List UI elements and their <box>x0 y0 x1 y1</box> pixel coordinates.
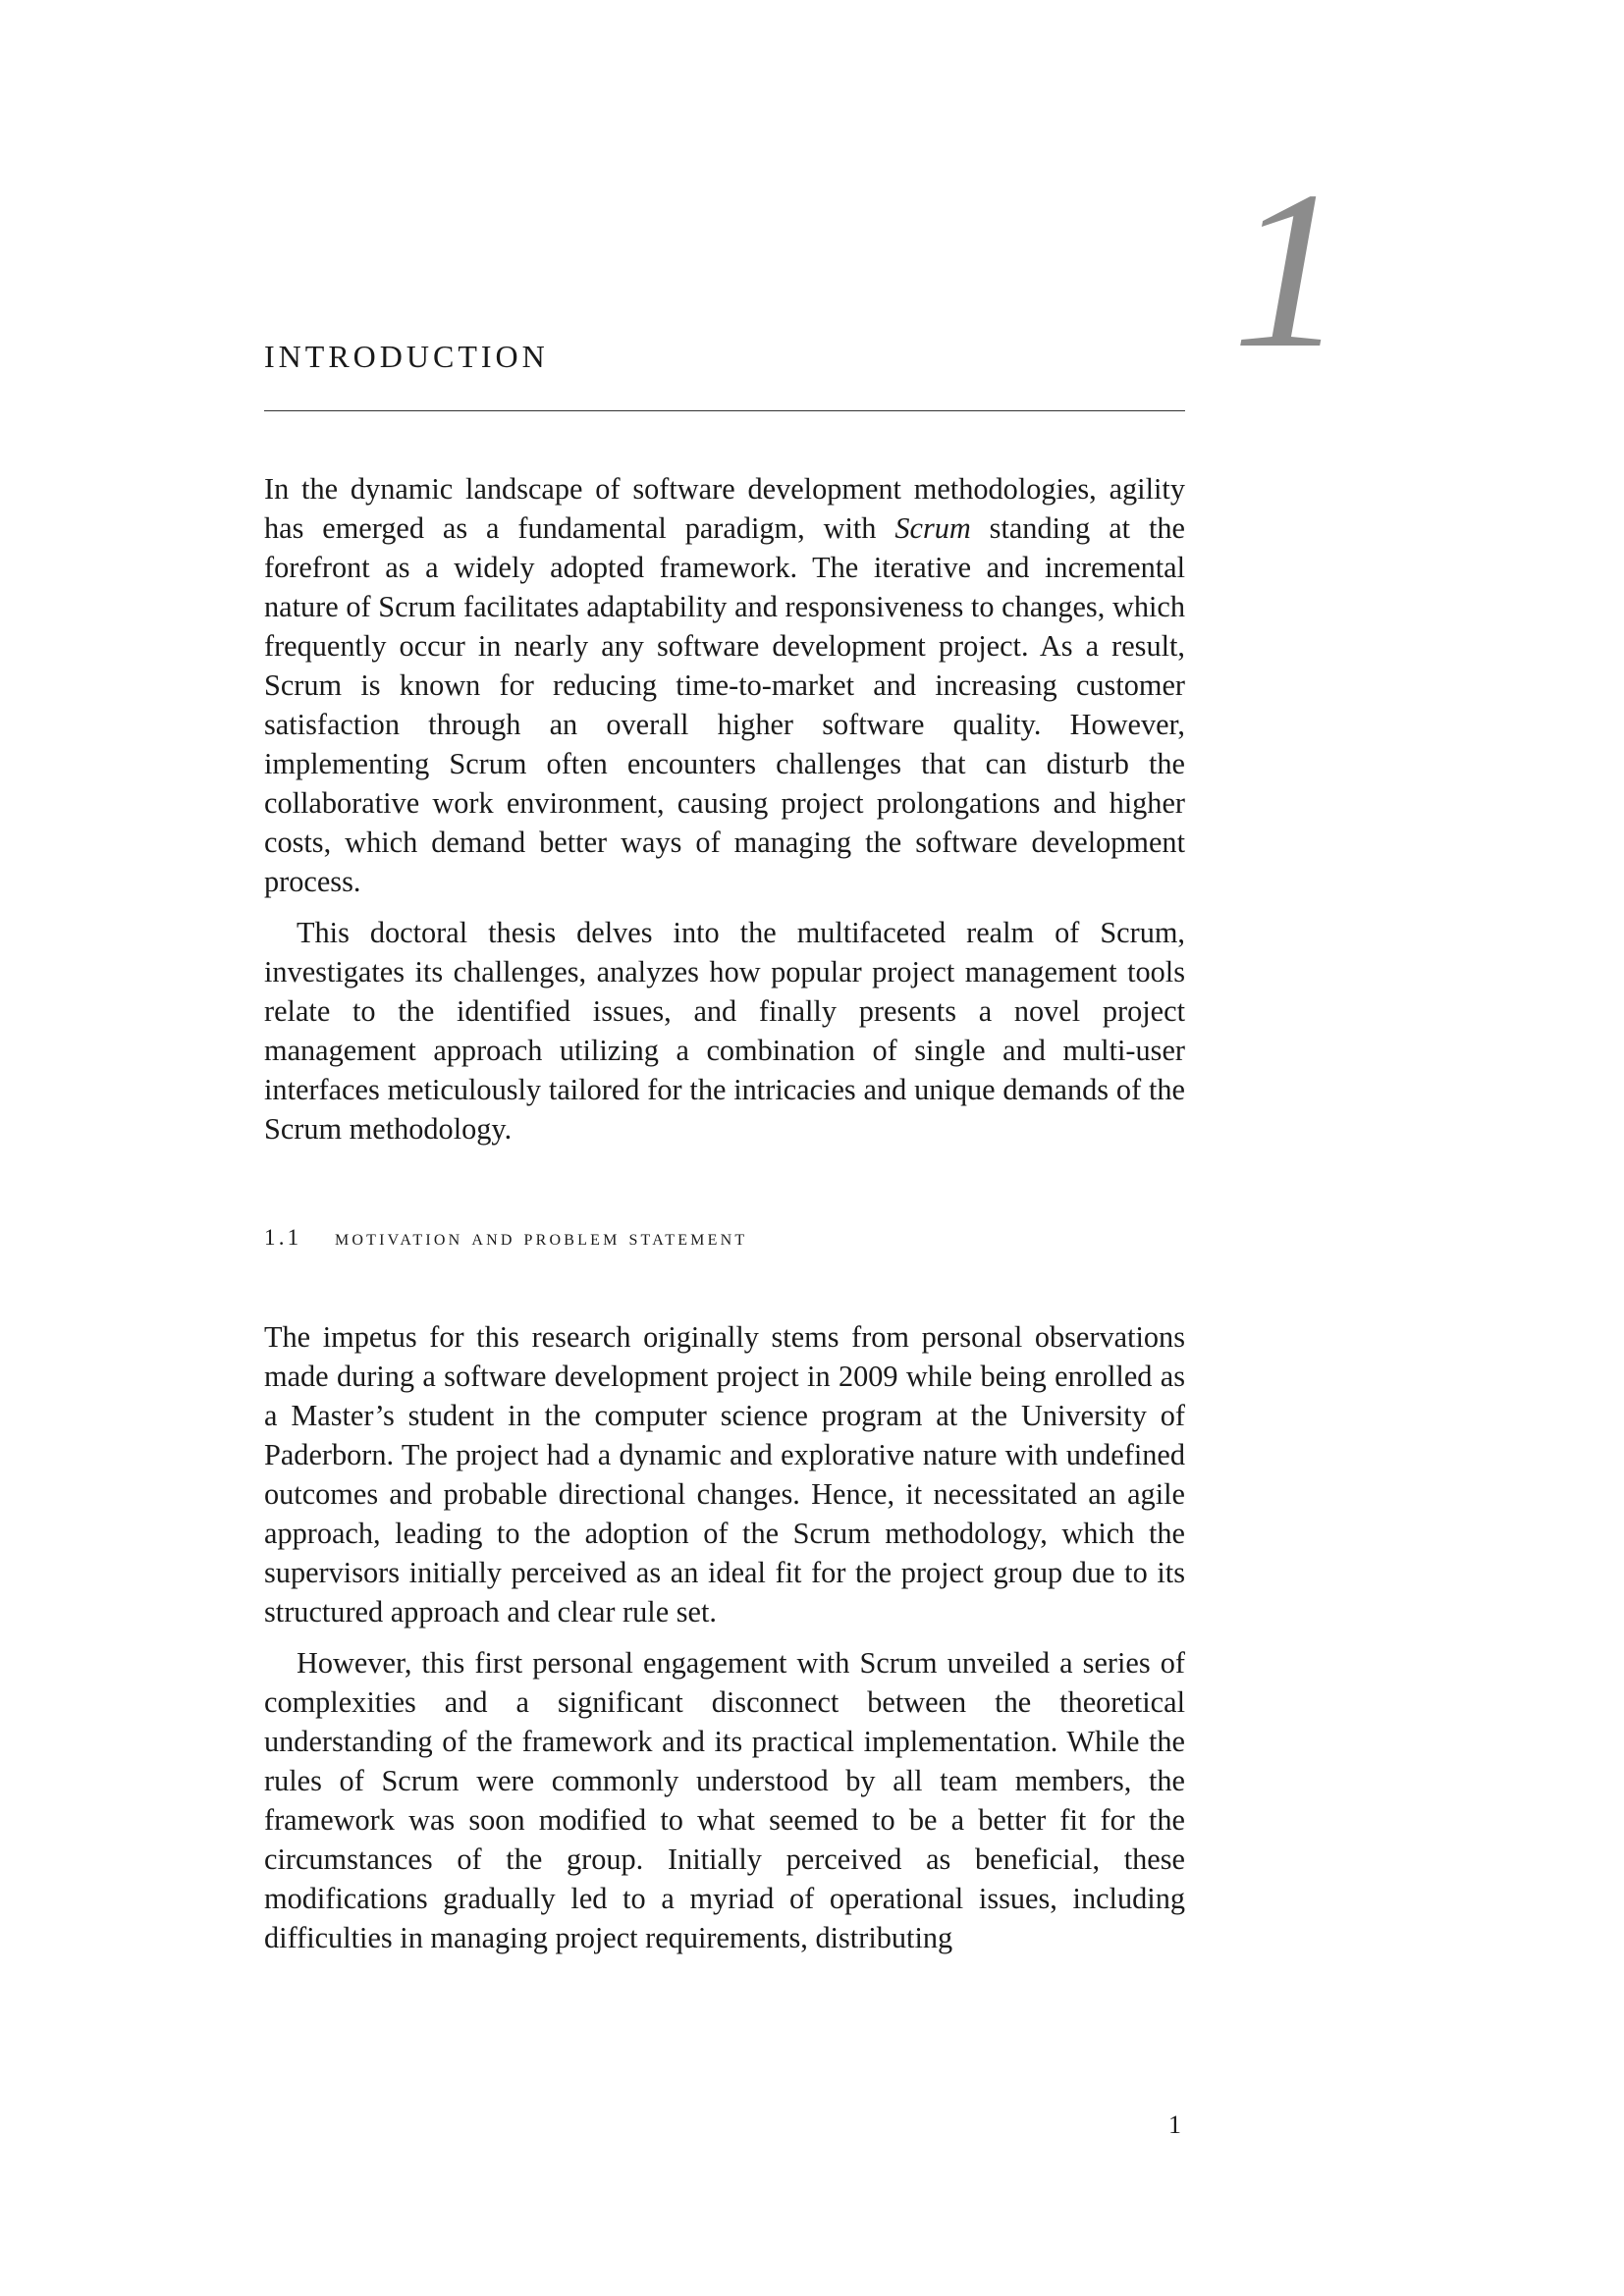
section-text-block <box>264 1317 1185 1957</box>
page-number: 1 <box>1168 2110 1181 2139</box>
chapter-number: 1 <box>1232 144 1345 395</box>
section-paragraph-2: However, this first personal engagement with Scrum unveiled a series of complexities and a significant disconnect between the theoretical understanding of the framework and its practical implementation. While the rules of Scrum were commonly understood by all team members, the framework was soon modified to what seemed to be a better fit for the circumstances of the group. Initially perceived as beneficial, these modifications gradually led to a myriad of operational issues, including difficulties in managing project requirements, distributing <box>264 1646 1185 1954</box>
chapter-title-rule <box>264 410 1185 411</box>
section-heading <box>264 1225 747 1251</box>
section-paragraph-1: The impetus for this research originally stems from personal observations made during a software development project in 2009 while being enrolled as a Master’s student in the computer science program at the University of Paderborn. The project had a dynamic and explorative nature with undefined outcomes and probable directional changes. Hence, it necessitated an agile approach, leading to the adoption of the Scrum methodology, which the supervisors initially perceived as an ideal fit for the project group due to its structured approach and clear rule set. <box>264 1320 1185 1629</box>
intro-text-block <box>264 469 1185 1148</box>
chapter-title: INTRODUCTION <box>264 339 549 374</box>
intro-paragraph-2: This doctoral thesis delves into the multifaceted realm of Scrum, investigates its challenges, analyzes how popular project management tools relate to the identified issues, and finally presents a novel project management approach utilizing a combination of single and multi-user interfaces meticulously tailored for the intricacies and unique demands of the Scrum methodology. <box>264 916 1185 1146</box>
intro-paragraph-1-end: standing at the forefront as a widely adopted framework. The iterative and incremental nature of Scrum facilitates adaptability and responsiveness to changes, which frequently occur in nearly any software development project. As a result, Scrum is known for reducing time-to-market and increasing customer satisfaction through an overall higher software quality. However, implementing Scrum often encounters challenges that can disturb the collaborative work environment, causing project prolongations and higher costs, which demand better ways of managing the software development process. <box>264 511 1185 898</box>
intro-paragraph-1 <box>264 469 1185 901</box>
scrum-emphasis: Scrum <box>894 511 971 545</box>
section-number: 1.1 <box>264 1225 302 1250</box>
section-title: motivation and problem statement <box>335 1225 748 1250</box>
intro-paragraph-1-start: In the dynamic landscape of software development methodologies, agility has emerged as a fundamental paradigm, with <box>264 472 1185 545</box>
